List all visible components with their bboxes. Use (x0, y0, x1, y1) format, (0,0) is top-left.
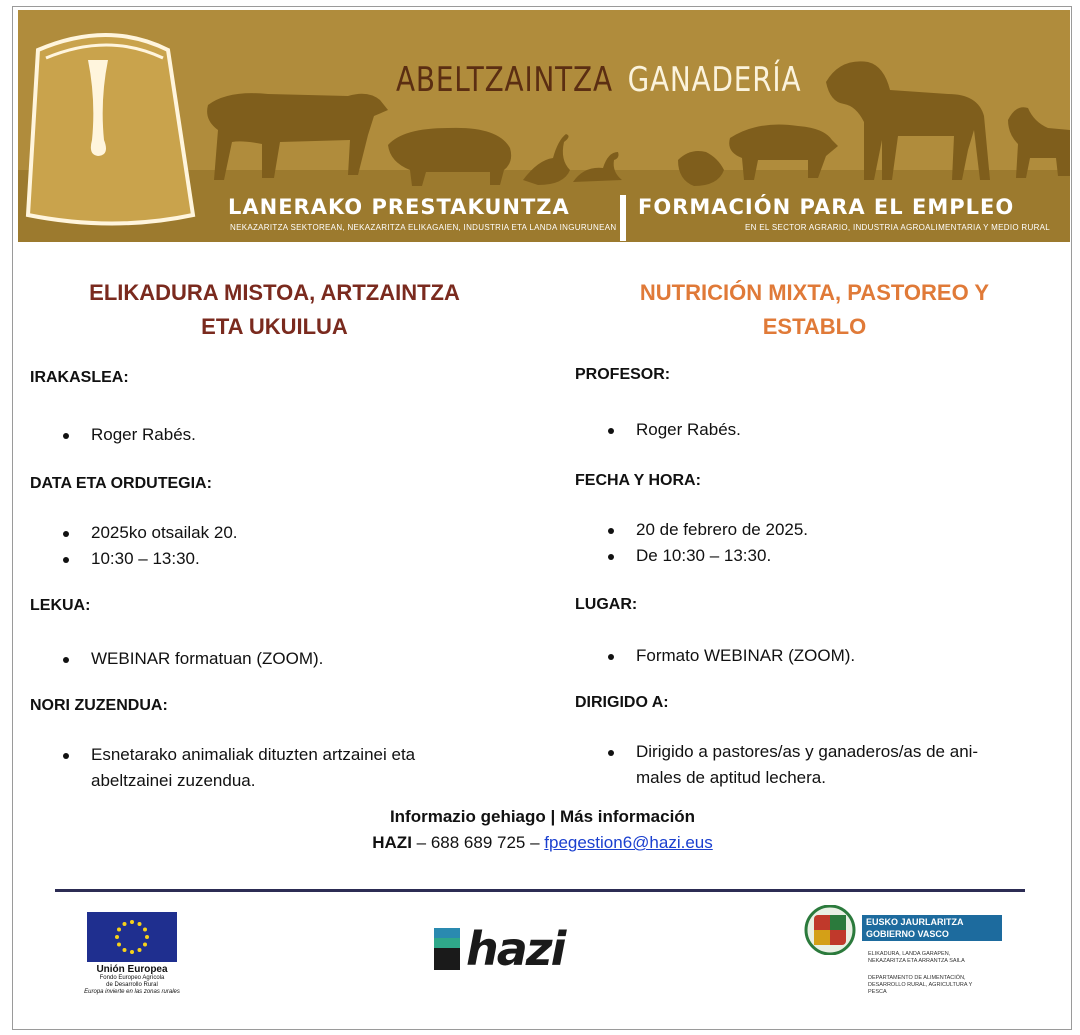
hazi-logo (434, 922, 565, 976)
phone: – 688 689 725 – (411, 833, 545, 852)
list-item: 10:30 – 13:30. (60, 546, 530, 572)
banner-title-eu: ABELTZAINTZA (396, 60, 613, 100)
course-title-eu-line2: ETA UKUILUA (201, 314, 348, 339)
course-title-es (567, 276, 1062, 344)
course-title-es-line2: ESTABLO (762, 314, 867, 339)
list-item: Roger Rabés. (60, 422, 530, 448)
place-heading: LUGAR: (575, 596, 638, 613)
date-list (30, 520, 530, 572)
banner-subtitle-eu: LANERAKO PRESTAKUNTZA (228, 195, 570, 219)
course-title-eu (22, 276, 527, 344)
list-item (60, 742, 530, 794)
banner-small-eu: NEKAZARITZA SEKTOREAN, NEKAZARITZA ELIKAGAIEN, INDUSTRIA ETA LANDA INGURUNEAN (230, 223, 617, 232)
banner-small-es: EN EL SECTOR AGRARIO, INDUSTRIA AGROALIMENTARIA Y MEDIO RURAL (745, 223, 1051, 232)
banner-subtitle-es: FORMACIÓN PARA EL EMPLEO (638, 195, 1015, 219)
audience-list (575, 739, 1065, 791)
audience-line1: Esnetarako animaliak dituzten artzainei eta (91, 745, 416, 764)
course-title-eu-line1: ELIKADURA MISTOA, ARTZAINTZA (89, 280, 460, 305)
eu-name: Unión Europea (96, 964, 168, 975)
place-list (30, 646, 530, 672)
list-item (605, 739, 1065, 791)
list-item: 2025ko otsailak 20. (60, 520, 530, 546)
audience-heading: DIRIGIDO A: (575, 694, 669, 711)
more-info: Informazio gehiago | Más información (389, 807, 696, 826)
list-item: Formato WEBINAR (ZOOM). (605, 643, 1065, 669)
spanish-column (575, 357, 1065, 791)
email-link[interactable]: fpegestion6@hazi.eus (544, 833, 713, 852)
gv-dept-es: DEPARTAMENTO DE ALIMENTACIÓN, DESARROLLO RURAL, AGRICULTURA Y PESCA (868, 975, 973, 995)
eu-fund-line2: de Desarrollo Rural (106, 982, 158, 988)
list-item: WEBINAR formatuan (ZOOM). (60, 646, 530, 672)
course-title-es-line1: NUTRICIÓN MIXTA, PASTOREO Y (639, 280, 990, 305)
list-item: Roger Rabés. (605, 417, 1065, 443)
gv-line1: EUSKO JAURLARITZA (866, 917, 964, 927)
date-list (575, 517, 1065, 569)
audience-line1: Dirigido a pastores/as y ganaderos/as de ani- (636, 742, 979, 761)
date-heading: FECHA Y HORA: (575, 472, 701, 489)
eu-fund-line1: Fondo Europeo Agrícola (99, 975, 165, 981)
basque-column (30, 360, 530, 794)
audience-line2: abeltzainei zuzendua. (91, 771, 256, 790)
eu-flag-icon (87, 912, 177, 962)
footer-divider (55, 889, 1025, 892)
eu-logo (66, 912, 198, 995)
teacher-heading: PROFESOR: (575, 366, 671, 383)
place-heading: LEKUA: (30, 597, 91, 614)
contact-block (200, 804, 885, 856)
org-name: HAZI (372, 833, 412, 852)
audience-heading: NORI ZUZENDUA: (30, 697, 168, 714)
hazi-logo-text: hazi (466, 922, 565, 976)
hazi-mark-icon (434, 928, 460, 970)
eu-motto: Europa invierte en las zonas rurales (84, 989, 180, 995)
audience-line2: males de aptitud lechera. (636, 768, 826, 787)
gv-dept-eu: ELIKADURA, LANDA GARAPEN, NEKAZARITZA ETA ARRANTZA SAILA (868, 951, 965, 964)
teacher-list (575, 417, 1065, 443)
gv-line2: GOBIERNO VASCO (866, 929, 949, 939)
contact-line (200, 830, 885, 856)
banner-divider (620, 195, 626, 241)
list-item: De 10:30 – 13:30. (605, 543, 1065, 569)
coat-of-arms-icon (800, 905, 860, 955)
list-item: 20 de febrero de 2025. (605, 517, 1065, 543)
header-banner (18, 10, 1070, 242)
gv-name-box (862, 915, 1002, 941)
cowbell-icon (28, 35, 193, 224)
teacher-list (30, 422, 530, 448)
audience-list (30, 742, 530, 794)
place-list (575, 643, 1065, 669)
date-heading: DATA ETA ORDUTEGIA: (30, 475, 212, 492)
teacher-heading: IRAKASLEA: (30, 369, 129, 386)
banner-title-es: GANADERÍA (627, 60, 802, 100)
banner-title (396, 60, 801, 100)
